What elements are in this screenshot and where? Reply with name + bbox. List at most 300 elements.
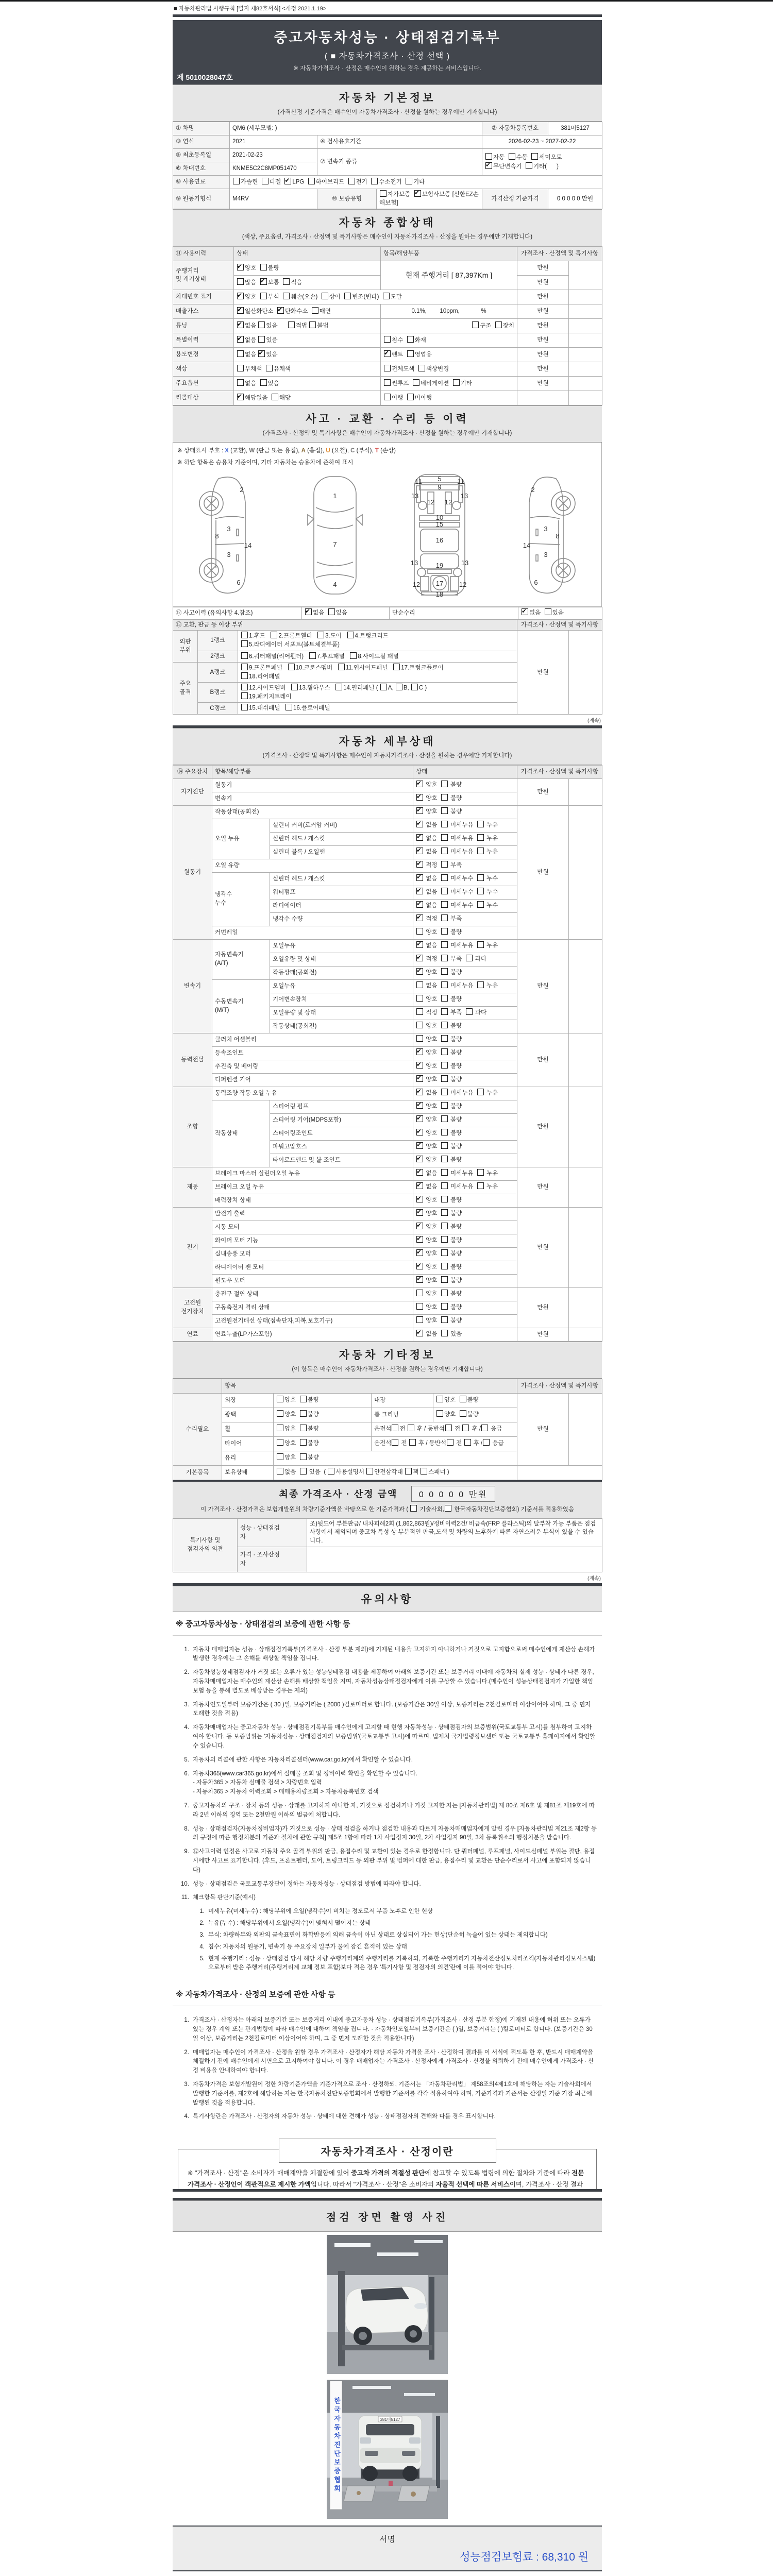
checkbox-unchecked[interactable] [347,632,354,638]
checkbox-unchecked[interactable] [441,874,448,881]
cell[interactable]: ✔ 없음 미세누유 누유 [413,939,517,953]
checkbox-unchecked[interactable] [392,1425,398,1431]
checkbox-unchecked[interactable] [441,861,448,868]
checkbox-unchecked[interactable] [416,1290,423,1296]
checkbox-unchecked[interactable] [300,1425,307,1431]
cell[interactable]: 6.쿼터패널(리어휀더) 7.루프패널 8.사이드실 패널 [238,651,517,662]
checkbox-unchecked[interactable] [485,153,492,160]
cell[interactable]: ✔ 양호 불량 [413,1100,517,1113]
cell[interactable]: 양호 불량 [274,1393,372,1408]
checkbox-checked[interactable] [416,874,423,881]
checkbox-unchecked[interactable] [441,1196,448,1202]
checkbox-unchecked[interactable] [509,153,515,160]
checkbox-unchecked[interactable] [283,293,290,299]
checkbox-checked[interactable] [416,1156,423,1162]
signature-box[interactable] [173,2526,602,2571]
checkbox-unchecked[interactable] [441,821,448,827]
checkbox-checked[interactable] [416,807,423,814]
cell[interactable]: ✔ 적정 부족 [413,859,517,872]
cell[interactable]: 전체도색 색상변경 [381,362,517,376]
cell[interactable]: 양호 불량 [274,1451,517,1465]
checkbox-unchecked[interactable] [441,794,448,801]
checkbox-unchecked[interactable] [241,640,248,647]
checkbox-unchecked[interactable] [441,1129,448,1136]
cell[interactable]: 양호 불량 [413,1020,517,1033]
checkbox-unchecked[interactable] [445,1425,452,1431]
checkbox-unchecked[interactable] [441,1249,448,1256]
cell[interactable]: ✔양호 불량 [234,261,381,275]
cell[interactable]: ✔ 양호 불량 [413,1207,517,1221]
checkbox-checked[interactable] [416,1142,423,1149]
checkbox-checked[interactable] [416,1236,423,1243]
checkbox-checked[interactable] [416,1263,423,1269]
checkbox-unchecked[interactable] [413,379,419,386]
cell[interactable]: 양호 불량 [413,926,517,939]
checkbox-unchecked[interactable] [260,264,267,270]
checkbox-checked[interactable] [416,1075,423,1082]
checkbox-unchecked[interactable] [416,1022,423,1028]
cell[interactable]: 없음 미세누유 누유 [413,979,517,993]
checkbox-unchecked[interactable] [421,1468,427,1475]
checkbox-unchecked[interactable] [441,1022,448,1028]
cell[interactable]: 적정 부족 과다 [413,1006,517,1020]
checkbox-checked[interactable] [416,861,423,868]
cell[interactable]: ✔ 적정 부족 [413,912,517,926]
checkbox-unchecked[interactable] [477,901,484,908]
checkbox-checked[interactable] [416,888,423,894]
checkbox-checked[interactable] [416,1330,423,1336]
license-plate-text: 381머5127 [380,2417,400,2422]
checkbox-unchecked[interactable] [441,941,448,948]
panel-number: 4 [333,581,337,589]
checkbox-unchecked[interactable] [441,1209,448,1216]
checkbox-unchecked[interactable] [233,178,240,184]
cell[interactable]: ✔ 없음 있음 적법 불법 [234,318,381,333]
checkbox-unchecked[interactable] [441,781,448,787]
checkbox-unchecked[interactable] [237,350,244,357]
checkbox-unchecked[interactable] [526,162,532,169]
checkbox-unchecked[interactable] [441,1115,448,1122]
checkbox-unchecked[interactable] [384,394,391,400]
checkbox-checked[interactable] [416,1102,423,1109]
checkbox-unchecked[interactable] [441,1330,448,1336]
cell: A랭크 [198,662,238,682]
checkbox-checked[interactable] [416,794,423,801]
checkbox-checked[interactable] [416,1249,423,1256]
cell[interactable]: ✔ 없음 미세누수 누수 [413,899,517,912]
checkbox-unchecked[interactable] [277,1410,283,1417]
cell[interactable]: ✔ 양호 불량 [413,1073,517,1087]
cell[interactable]: ✔ 양호 불량 [413,966,517,979]
cell[interactable]: ✔ 양호 불량 [413,1221,517,1234]
cell[interactable]: 자동 수동 세미오토 ✔무단변속기 기타( ) [482,149,602,176]
checkbox-checked[interactable] [258,350,265,357]
checkbox-checked[interactable] [416,968,423,975]
checkbox-unchecked[interactable] [441,1035,448,1042]
checkbox-checked[interactable] [416,781,423,787]
checkbox-unchecked[interactable] [260,379,267,386]
cell[interactable]: 양호 불량 [413,1033,517,1046]
checkbox-checked[interactable] [522,608,528,615]
checkbox-unchecked[interactable] [441,981,448,988]
checkbox-unchecked[interactable] [462,1425,469,1431]
checkbox-unchecked[interactable] [441,1008,448,1015]
checkbox-unchecked[interactable] [416,995,423,1002]
checkbox-checked[interactable] [416,1048,423,1055]
checkbox-checked[interactable] [416,834,423,841]
cell: 자기진단 [173,778,212,805]
checkbox-unchecked[interactable] [441,1075,448,1082]
checkbox-unchecked[interactable] [466,955,473,961]
checkbox-unchecked[interactable] [418,365,425,371]
checkbox-unchecked[interactable] [338,664,345,670]
checkbox-checked[interactable] [416,1196,423,1202]
cell[interactable]: ✔ 일산화탄소 ✔탄화수소 매연 [234,304,381,318]
checkbox-unchecked[interactable] [317,632,324,638]
checkbox-unchecked[interactable] [384,365,391,371]
checkbox-unchecked[interactable] [237,365,244,371]
checkbox-checked[interactable] [305,608,312,615]
checkbox-checked[interactable] [485,162,492,169]
cell[interactable]: ✔ 없음 미세누수 누수 [413,872,517,886]
checkbox-unchecked[interactable] [477,848,484,854]
checkbox-unchecked[interactable] [328,1468,334,1475]
cell[interactable]: ✔ 양호 불량 [413,778,517,792]
checkbox-unchecked[interactable] [408,1425,414,1431]
checkbox-unchecked[interactable] [441,1276,448,1283]
checkbox-checked[interactable] [237,336,244,343]
cell[interactable]: 양호 불량 [433,1393,517,1408]
checkbox-unchecked[interactable] [277,1396,283,1402]
cell[interactable]: ✔ 양호 불량 [413,1154,517,1167]
checkbox-checked[interactable] [416,1209,423,1216]
cell[interactable]: ✔ 양호 불량 [413,792,517,805]
notice-subitem: 5. 현재 주행거리 : 성능 · 상태점검 당시 해당 차량 주행거리계의 주행거리를 기록하되, 기록한 주행거리가 자동차전산정보처리조직(자동차관리정보시스템)으로부터 받은 주행거리(주행거리계 교체 정보 포함)보다 적은 경우 '특기사항 및 점검자의 의견'란에 이를 적어야 합니다. [199,1955,596,1971]
cell[interactable]: 운전석 전 후 / 동반석 전 후 / 응급 [372,1436,517,1451]
checkbox-unchecked[interactable] [441,901,448,908]
basic-info-table-mount [173,122,602,209]
checkbox-checked[interactable] [416,1062,423,1069]
checkbox-unchecked[interactable] [258,336,265,343]
cell[interactable]: 이행 미이행 [381,391,517,405]
cell[interactable]: ✔ 렌트 영업용 [381,347,517,362]
cell[interactable]: ✔ 없음 미세누유 누유 [413,832,517,845]
checkbox-checked[interactable] [416,1169,423,1176]
checkbox-unchecked[interactable] [396,684,402,690]
checkbox-checked[interactable] [284,178,291,184]
checkbox-checked[interactable] [416,1089,423,1095]
cell[interactable]: ✔ 양호 불량 [413,1060,517,1073]
checkbox-unchecked[interactable] [288,664,295,670]
checkbox-unchecked[interactable] [322,293,328,299]
checkbox-unchecked[interactable] [308,178,315,184]
checkbox-unchecked[interactable] [277,1468,283,1475]
checkbox-unchecked[interactable] [460,1396,466,1402]
cell[interactable]: 많음 ✔보통 적음 [234,275,381,290]
checkbox-unchecked[interactable] [441,1169,448,1176]
cell[interactable]: 가솔린 디젤 ✔LPG 하이브리드 전기 수소전기 기타 [230,176,602,189]
checkbox-unchecked[interactable] [441,1263,448,1269]
checkbox-unchecked[interactable] [481,1425,488,1431]
checkbox-unchecked[interactable] [441,1156,448,1162]
checkbox-unchecked[interactable] [445,1505,451,1512]
checkbox-unchecked[interactable] [405,1468,412,1475]
cell[interactable]: ✔ 없음 미세누유 누유 [413,845,517,859]
checkbox-unchecked[interactable] [436,1410,443,1417]
checkbox-unchecked[interactable] [441,1062,448,1069]
checkbox-unchecked[interactable] [266,365,273,371]
cell[interactable]: 운전석 전 후 / 동반석 전 후 / 응급 [372,1422,517,1436]
cell[interactable]: ✔ 양호 불량 [413,1234,517,1247]
checkbox-unchecked[interactable] [441,1182,448,1189]
cell[interactable]: ✔ 양호 불량 [413,1046,517,1060]
cell[interactable]: ✔ 없음 미세누유 누유 [413,819,517,832]
cell[interactable]: ✔ 양호 불량 [413,805,517,819]
cell[interactable]: 양호 불량 [274,1422,372,1436]
section-subtitle: (가격조사 · 산정액 및 특기사항은 매수인이 자동차가격조사 · 산정을 원하는 경우에만 기재합니다) [262,752,512,759]
cell[interactable]: 없음 있음 ( 사용설명서 안전삼각대 잭 스패너 ) [274,1465,517,1480]
checkbox-unchecked[interactable] [241,652,248,659]
checkbox-unchecked[interactable] [384,336,391,343]
checkbox-unchecked[interactable] [411,684,418,690]
checkbox-unchecked[interactable] [291,684,298,690]
checkbox-checked[interactable] [260,278,267,285]
checkbox-checked[interactable] [416,901,423,908]
checkbox-unchecked[interactable] [436,1396,443,1402]
checkbox-unchecked[interactable] [441,1223,448,1229]
cell[interactable]: 구조 장치 [381,318,517,333]
cell[interactable]: 양호 불량 [413,1287,517,1301]
cell[interactable]: 없음 있음 [234,376,381,391]
checkbox-checked[interactable] [416,1276,423,1283]
checkbox-unchecked[interactable] [237,278,244,285]
cell[interactable]: ✔ 없음 있음 [234,333,381,347]
cell[interactable]: 양호 불량 [433,1408,517,1422]
checkbox-unchecked[interactable] [477,821,484,827]
checkbox-unchecked[interactable] [241,672,248,679]
checkbox-unchecked[interactable] [241,664,248,670]
checkbox-checked[interactable] [416,1223,423,1229]
checkbox-unchecked[interactable] [277,1453,283,1460]
checkbox-unchecked[interactable] [407,394,414,400]
checkbox-unchecked[interactable] [260,293,267,299]
checkbox-unchecked[interactable] [300,1468,307,1475]
cell[interactable]: 9.프론트패널 10.크로스멤버 11.인사이드패널 17.트렁크플로어 18.리어패널 [238,662,517,682]
checkbox-unchecked[interactable] [477,874,484,881]
cell[interactable]: ✔ 양호 불량 [413,1140,517,1154]
checkbox-unchecked[interactable] [441,834,448,841]
checkbox-unchecked[interactable] [441,1089,448,1095]
checkbox-unchecked[interactable] [483,1439,490,1446]
checkbox-unchecked[interactable] [344,293,351,299]
checkbox-unchecked[interactable] [441,1142,448,1149]
cell[interactable]: ✔ 해당없음 해당 [234,391,381,405]
checkbox-unchecked[interactable] [416,1035,423,1042]
checkbox-unchecked[interactable] [241,684,248,690]
checkbox-unchecked[interactable] [380,684,387,690]
checkbox-checked[interactable] [237,264,244,270]
checkbox-checked[interactable] [416,914,423,921]
cell[interactable]: ✔ 양호 불량 [413,1261,517,1274]
checkbox-unchecked[interactable] [441,955,448,961]
cell[interactable]: ✔ 양호 불량 [413,1247,517,1261]
checkbox-unchecked[interactable] [348,178,355,184]
checkbox-checked[interactable] [416,1129,423,1136]
checkbox-unchecked[interactable] [531,153,538,160]
checkbox-unchecked[interactable] [237,379,244,386]
checkbox-unchecked[interactable] [477,941,484,948]
checkbox-unchecked[interactable] [288,321,295,328]
checkbox-unchecked[interactable] [300,1410,307,1417]
checkbox-unchecked[interactable] [350,652,357,659]
checkbox-unchecked[interactable] [466,1008,473,1015]
cell[interactable]: ✔ 양호 불량 [413,1113,517,1127]
checkbox-unchecked[interactable] [410,1505,417,1512]
checkbox-unchecked[interactable] [472,321,479,328]
checkbox-unchecked[interactable] [300,1439,307,1446]
checkbox-unchecked[interactable] [409,1439,416,1446]
checkbox-unchecked[interactable] [312,307,318,314]
cell: 스티어링 기어(MDPS포함) [270,1113,413,1127]
checkbox-checked[interactable] [416,821,423,827]
cell[interactable]: ✔ 양호 불량 [413,1274,517,1287]
checkbox-unchecked[interactable] [477,1169,484,1176]
checkbox-unchecked[interactable] [380,190,386,197]
cell[interactable]: ✔ 없음 있음 [413,1328,517,1341]
checkbox-unchecked[interactable] [241,692,248,699]
checkbox-unchecked[interactable] [495,321,502,328]
cell[interactable]: ✔ 없음 있음 [302,607,390,619]
checkbox-checked[interactable] [416,1182,423,1189]
checkbox-checked[interactable] [416,955,423,961]
checkbox-unchecked[interactable] [383,293,390,299]
checkbox-unchecked[interactable] [477,888,484,894]
checkbox-unchecked[interactable] [300,1453,307,1460]
checkbox-unchecked[interactable] [441,848,448,854]
cell[interactable]: 양호 불량 [274,1436,372,1451]
cell[interactable]: 양호 불량 [413,1314,517,1328]
checkbox-unchecked[interactable] [366,1468,373,1475]
checkbox-checked[interactable] [237,394,244,400]
cell[interactable]: 자가보증 ✔보험사보증 [신한EZ손해보험] [377,189,482,209]
cell[interactable]: 없음 ✔있음 [234,347,381,362]
cell[interactable]: 12.사이드멤버 13.휠하우스 14.필러패널 ( A, B, C ) 19.패키지트레이 [238,683,517,703]
cell[interactable]: 무채색 유채색 [234,362,381,376]
checkbox-checked[interactable] [414,190,421,197]
checkbox-unchecked[interactable] [441,1290,448,1296]
checkbox-checked[interactable] [237,307,244,314]
checkbox-unchecked[interactable] [309,652,316,659]
checkbox-unchecked[interactable] [271,632,277,638]
cell[interactable]: ✔ 없음 있음 [518,607,602,619]
checkbox-unchecked[interactable] [272,394,278,400]
checkbox-unchecked[interactable] [392,1439,398,1446]
checkbox-unchecked[interactable] [277,1439,283,1446]
checkbox-unchecked[interactable] [328,608,335,615]
checkbox-unchecked[interactable] [406,178,412,184]
checkbox-unchecked[interactable] [447,1439,453,1446]
checkbox-unchecked[interactable] [416,1316,423,1323]
inspection-photo-rear [327,2380,448,2521]
checkbox-unchecked[interactable] [309,321,316,328]
checkbox-unchecked[interactable] [258,321,265,328]
checkbox-unchecked[interactable] [441,1102,448,1109]
checkbox-unchecked[interactable] [441,1303,448,1310]
checkbox-checked[interactable] [416,848,423,854]
checkbox-unchecked[interactable] [441,1316,448,1323]
checkbox-unchecked[interactable] [416,1008,423,1015]
cell[interactable]: ✔ 없음 미세누유 누유 [413,1180,517,1194]
cell[interactable]: ✔ 없음 미세누수 누수 [413,886,517,899]
checkbox-checked[interactable] [416,1115,423,1122]
cell[interactable]: ✔ 양호 부식 훼손(오손) 상이 변조(변타) 도말 [234,290,517,304]
cell[interactable]: 15.대쉬패널 16.플로어패널 [238,703,517,714]
checkbox-unchecked[interactable] [407,350,414,357]
checkbox-checked[interactable] [237,321,244,328]
checkbox-unchecked[interactable] [441,968,448,975]
cell[interactable]: ✔ 양호 불량 [413,1127,517,1140]
checkbox-unchecked[interactable] [441,1048,448,1055]
cell[interactable]: ✔ 없음 미세누유 누유 [413,1167,517,1180]
cell: 클러치 어셈블리 [212,1033,413,1046]
cell[interactable]: ✔ 적정 부족 과다 [413,953,517,966]
cell[interactable]: 양호 불량 [413,993,517,1006]
checkbox-unchecked[interactable] [371,178,378,184]
checkbox-unchecked[interactable] [262,178,268,184]
checkbox-unchecked[interactable] [384,379,391,386]
checkbox-unchecked[interactable] [416,981,423,988]
checkbox-unchecked[interactable] [477,834,484,841]
cell[interactable]: ✔ 없음 미세누유 누유 [413,1087,517,1100]
checkbox-unchecked[interactable] [477,1182,484,1189]
checkbox-unchecked[interactable] [283,278,290,285]
checkbox-unchecked[interactable] [335,684,342,690]
checkbox-unchecked[interactable] [416,1303,423,1310]
cell[interactable]: 양호 불량 [274,1408,372,1422]
checkbox-unchecked[interactable] [300,1396,307,1402]
checkbox-unchecked[interactable] [393,664,400,670]
checkbox-unchecked[interactable] [416,928,423,935]
cell[interactable]: 1.후드 2.프론트휀더 3.도어 4.트렁크리드 5.라디에이터 서포트(볼트체결부품) [238,631,517,651]
checkbox-unchecked[interactable] [464,1439,471,1446]
checkbox-unchecked[interactable] [441,914,448,921]
checkbox-unchecked[interactable] [460,1410,466,1417]
checkbox-unchecked[interactable] [277,1425,283,1431]
checkbox-unchecked[interactable] [241,704,248,710]
checkbox-unchecked[interactable] [441,995,448,1002]
checkbox-unchecked[interactable] [241,632,248,638]
checkbox-checked[interactable] [277,307,284,314]
cell[interactable]: 양호 불량 [413,1301,517,1314]
checkbox-checked[interactable] [416,941,423,948]
checkbox-unchecked[interactable] [441,1236,448,1243]
checkbox-unchecked[interactable] [285,704,292,710]
checkbox-unchecked[interactable] [441,888,448,894]
checkbox-unchecked[interactable] [441,807,448,814]
checkbox-unchecked[interactable] [477,981,484,988]
checkbox-checked[interactable] [384,350,391,357]
checkbox-unchecked[interactable] [477,1089,484,1095]
checkbox-checked[interactable] [237,293,244,299]
cell[interactable]: 썬루프 네비게이션 기타 [381,376,517,391]
cell[interactable]: 침수 화재 [381,333,517,347]
checkbox-unchecked[interactable] [545,608,551,615]
checkbox-unchecked[interactable] [453,379,460,386]
checkbox-unchecked[interactable] [407,336,414,343]
cell[interactable]: ✔ 양호 불량 [413,1194,517,1207]
cell: 항목 [222,1379,517,1393]
checkbox-unchecked[interactable] [441,928,448,935]
